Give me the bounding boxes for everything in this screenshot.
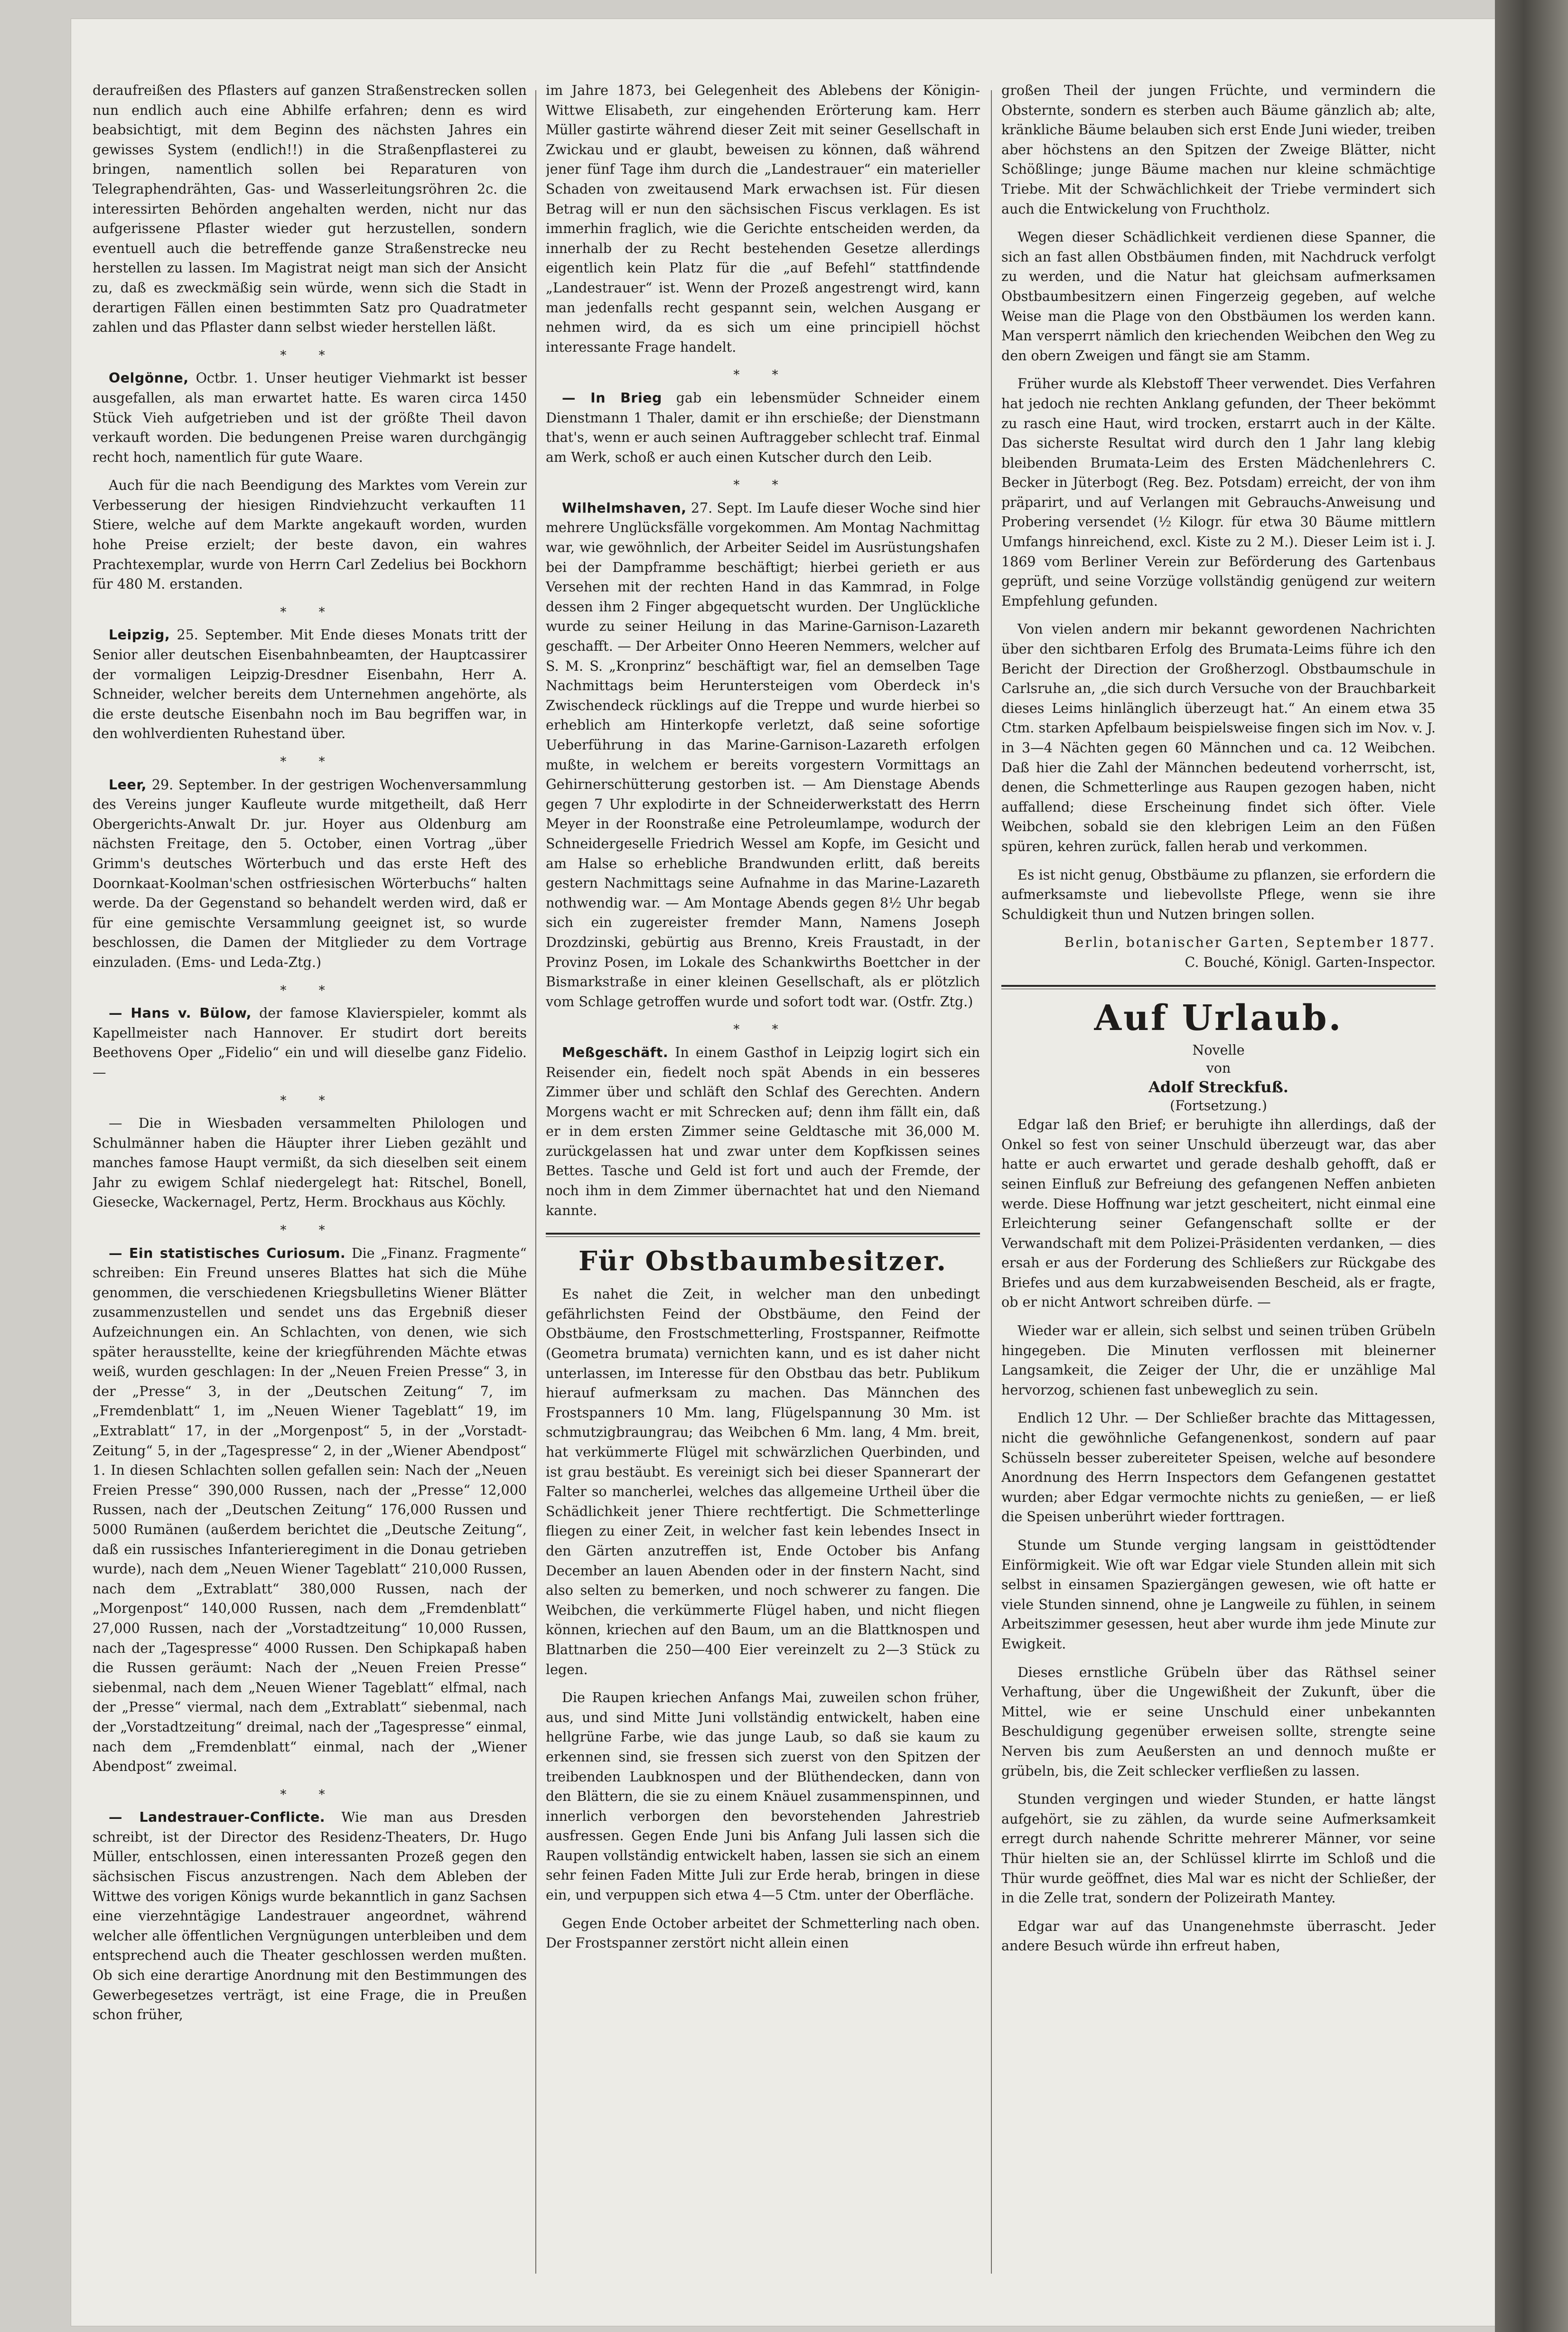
- novelle-paragraph: Stunden vergingen und wieder Stunden, er hatte längst aufgehört, sie zu zählen, da wurde seine Aufmerksamkeit erregt durch nahende Schritte mehrerer Männer, vor seine Thür hielten sie an, der Schlüssel klirrte im Schloß und die Thür wurde geöffnet, dies Mal war es nicht der Schließer, der in die Zelle trat, sondern der Polizeirath Mantey.: [1001, 1791, 1436, 1906]
- article-body: In einem Gasthof in Leipzig logirt sich ein Reisender ein, fiedelt noch spät Abends in ein besseres Zimmer über und schläft den Schlaf des Gerechten. Andern Morgens wacht er mit Schrecken auf; denn ihm fällt ein, daß er in dem ersten Zimmer seine Geldtasche mit 36,000 M. zurückgelassen hat und zwar unter dem Kopfkissen seines Bettes. Tasche und Geld ist fort und auch der Fremde, der noch ihm in dem Zimmer übernachtet hat und den Niemand kannte.: [546, 1044, 980, 1218]
- article-leer: [93, 775, 527, 973]
- article-body: der famose Klavierspieler, kommt als Kapellmeister nach Hannover. Er studirt dort bereits Beethovens Oper „Fidelio“ ein und will dieselbe ganz Fidelio. —: [93, 1005, 527, 1080]
- article-curiosum: [93, 1244, 527, 1777]
- separator-stars: * *: [280, 983, 339, 998]
- novelle-paragraph: Endlich 12 Uhr. — Der Schließer brachte das Mittagessen, nicht die gewöhnliche Gefangenenkost, sondern auf paar Schüsseln besser zubereiteter Speisen, welche auf besondere Anordnung des Herrn Inspectors dem Gefangenen gestattet wurden; aber Edgar vermochte nichts zu genießen, — er ließ die Speisen unberührt wieder forttragen.: [1001, 1410, 1436, 1525]
- article-wilhelmshaven: [546, 498, 980, 1011]
- novelle-paragraph: Edgar war auf das Unangenehmste überrascht. Jeder andere Besuch würde ihn erfreut haben,: [1001, 1918, 1436, 1954]
- article-body: 29. September. In der gestrigen Wochenversammlung des Vereins junger Kaufleute wurde mitgetheilt, daß Herr Obergerichts-Anwalt Dr. jur. Hoyer aus Oldenburg am nächsten Freitage, den 5. October, einen Vortrag „über Grimm's deutsches Wörterbuch und das erste Heft des Doornkaat-Koolman'schen ostfriesischen Wörterbuchs“ halten werde. Da der Gegenstand so behandelt werden wird, daß er für eine gemischte Versammlung geeignet ist, so wurde beschlossen, die Damen der Mitglieder zu dem Vortrage einzuladen. (Ems- und Leda-Ztg.): [93, 777, 527, 970]
- section-rule: [546, 1233, 980, 1237]
- novelle-paragraph: Dieses ernstliche Grübeln über das Räthsel seiner Verhaftung, über die Ungewißheit der Zukunft, über die Mittel, wie er seine Unschuld einer unbekannten Beschuldigung gegenüber erweisen sollte, strengte seine Nerven bis zum Aeußersten an und dennoch mußte er grübeln, bis, die Zeit schlecker verfließen zu lassen.: [1001, 1664, 1436, 1779]
- signoff-place-date: Berlin, botanischer Garten, September 1877.: [1064, 935, 1436, 951]
- signoff-author: C. Bouché, Königl. Garten-Inspector.: [1185, 954, 1436, 970]
- obst-paragraph: Wegen dieser Schädlichkeit verdienen diese Spanner, die sich an fast allen Obstbäumen finden, mit Nachdruck verfolgt zu werden, und die Natur hat gleichsam aufmerksamen Obstbaumbesitzern einen Fingerzeig gegeben, auf welche Weise man die Plage von den Obstbäumen los werden kann. Man versperrt nämlich den kriechenden Weibchen den Weg zu den obern Zweigen und fängt sie am Stamm.: [1001, 229, 1436, 364]
- column-2: [546, 81, 980, 2288]
- dateline: — Ein statistisches Curiosum.: [109, 1245, 346, 1261]
- obst-paragraph: Von vielen andern mir bekannt gewordenen Nachrichten über den sichtbaren Erfolg des Brumata-Leims führe ich den Bericht der Direction der Großherzogl. Obstbaumschule in Carlsruhe an, „die sich durch Versuche von der Brauchbarkeit dieses Leims hinlänglich überzeugt hat.“ An einem etwa 35 Ctm. starken Apfelbaum beispielsweise fingen sich im Nov. v. J. in 3—4 Nächten gegen 60 Männchen und ca. 12 Weibchen. Daß hier die Zahl der Männchen bedeutend vorherrscht, ist, denen, die Schmetterlinge aus Raupen gezogen haben, nicht auffallend; diese Erscheinung findet sich öfter. Viele Weibchen, sobald sie den klebrigen Leim an den Füßen spüren, kehren zurück, fallen herab und verkommen.: [1001, 621, 1436, 854]
- separator-stars: * *: [280, 605, 339, 619]
- separator-stars: * *: [280, 755, 339, 769]
- column-1: [93, 81, 527, 2288]
- dateline: — Hans v. Bülow,: [109, 1005, 252, 1021]
- novelle-paragraph: Wieder war er allein, sich selbst und seinen trüben Grübeln hingegeben. Die Minuten verflossen mit bleinerner Langsamkeit, die Zeiger der Uhr, die er unzählige Mal hervorzog, schienen fast unbeweglich zu sein.: [1001, 1323, 1436, 1398]
- obst-continuation: großen Theil der jungen Früchte, und vermindern die Obsternte, sondern es sterben auch Bäume gänzlich ab; alte, kränkliche Bäume belauben sich erst Ende Juni wieder, treiben aber höchstens an den Spitzen der Zweige Blätter, nicht Schößlinge; junge Bäume machen nur kleine schmächtige Triebe. Mit der Schwächlichkeit der Triebe vermindert sich auch die Entwickelung von Fruchtholz.: [1001, 83, 1436, 217]
- obst-paragraph: Die Raupen kriechen Anfangs Mai, zuweilen schon früher, aus, und sind Mitte Juni vollständig entwickelt, haben eine hellgrüne Farbe, wie das junge Laub, so daß sie kaum zu erkennen sind, sie fressen sich zuerst von den Spitzen der treibenden Laubknospen und der Blüthendecken, dann von den Blättern, die sie zu einem Knäuel zusammenspinnen, und innerlich verborgen den bevorstehenden Jahrestrieb ausfressen. Gegen Ende Juni bis Anfang Juli lassen sich die Raupen vollständig entwickelt haben, lassen sie sich an einem sehr feinen Faden Mitte Juli zur Erde herab, bringen in diese ein, und verpuppen sich etwa 4—5 Ctm. unter der Oberfläche.: [546, 1690, 980, 1903]
- dateline: — Landestrauer-Conflicte.: [109, 1809, 326, 1826]
- obst-paragraph: Es ist nicht genug, Obstbäume zu pflanzen, sie erfordern die aufmerksamste und liebevollste Pflege, wenn sie ihre Schuldigkeit thun und Nutzen bringen sollen.: [1001, 867, 1436, 922]
- obst-paragraph: Es nahet die Zeit, in welcher man den unbedingt gefährlichsten Feind der Obstbäume, den Feind der Obstbäume, den Frostschmetterling, Frostspanner, Reifmotte (Geometra brumata) vernichten kann, und es ist daher nicht unterlassen, im Interesse für den Obstbau das betr. Publikum hierauf aufmerksam zu machen. Das Männchen des Frostspanners 10 Mm. lang, Flügelspannung 30 Mm. ist schmutzigbraungrau; das Weibchen 6 Mm. lang, 4 Mm. breit, hat verkümmerte Flügel mit schwärzlichen Querbinden, und ist grau bestäubt. Es vereinigt sich bei dieser Spannerart der Falter so mancherlei, welches das allgemeine Urtheil über die Schädlichkeit jener Thiere rechtfertigt. Die Schmetterlinge fliegen zu einer Zeit, in welcher fast kein lebendes Insect in den Gärten anzutreffen ist, Ende October bis Anfang December an lauen Abenden oder in der finstern Nacht, sind also selten zu bemerken, und noch schwerer zu fangen. Die Weibchen, die verkümmerte Flügel haben, und nicht fliegen können, kriechen auf den Baum, um an die Blattknospen und Blattnarben die 250—400 Eier vereinzelt zu 2—3 Stück zu legen.: [546, 1286, 980, 1677]
- article-continuation: deraufreißen des Pflasters auf ganzen Straßenstrecken sollen nun endlich auch eine Abhilfe erfahren; denn es wird beabsichtigt, mit dem Beginn des nächsten Jahres ein gewisses System (endlich!!) in die Straßenpflasterei zu bringen, namentlich sollen bei Reparaturen von Telegraphendrähten, Gas- und Wasserleitungsröhren 2c. die interessirten Behörden angehalten werden, nicht nur das aufgerissene Pflaster wieder gut herzustellen, sondern eventuell auch die betreffende ganze Straßenstrecke neu herstellen zu lassen. Im Magistrat neigt man sich der Ansicht zu, daß es zweckmäßig sein würde, wenn sich die Stadt in derartigen Fällen einen bestimmten Satz pro Quadratmeter zahlen und das Pflaster dann selbst wieder herstellen läßt.: [93, 83, 527, 336]
- page-edge-shadow: [1495, 0, 1568, 2332]
- novelle-paragraph: Stunde um Stunde verging langsam in geisttödtender Einförmigkeit. Wie oft war Edgar viele Stunden allein mit sich selbst in einsamen Spaziergängen gewesen, wie oft hatte er viele Stunden sinnend, ohne je Langweile zu fühlen, in seinem Arbeitszimmer gesessen, heut aber wurde ihm jede Minute zur Ewigkeit.: [1001, 1537, 1436, 1652]
- separator-stars: * *: [280, 1093, 339, 1108]
- separator-stars: * *: [280, 1787, 339, 1802]
- dateline: Meßgeschäft.: [562, 1044, 669, 1060]
- section-title: Für Obstbaumbesitzer.: [579, 1246, 947, 1277]
- article-philologen: — Die in Wiesbaden versammelten Philologen und Schulmänner haben die Häupter ihrer Lieben gezählt und manches famose Haupt vermißt, da sich dieselben seit einem Jahr zu ewigem Schlaf niedergelegt hat: Ritschel, Bonell, Giesecke, Wackernagel, Pertz, Herm. Brockhaus aus Köchly.: [93, 1115, 527, 1210]
- novelle-paragraph: Edgar laß den Brief; er beruhigte ihn allerdings, daß der Onkel so fest von seiner Unschuld überzeugt war, das aber hatte er auch erwartet und gerade deshalb gehofft, daß er seinen Einfluß zur Befreiung des gefangenen Neffen anbieten werde. Diese Hoffnung war jetzt gescheitert, nicht einmal eine Erleichterung seiner Gefangenschaft sollte er der Verwandschaft mit dem Polizei-Präsidenten verdanken, — dies ersah er aus der Forderung des Schließers zur Rückgabe des Briefes und aus dem kurzabweisenden Bescheid, als er fragte, ob er nicht Antwort schreiben dürfe. —: [1001, 1117, 1436, 1311]
- dateline: Wilhelmshaven,: [562, 500, 687, 516]
- article-messgeschaeft: [546, 1043, 980, 1220]
- article-landestrauer: [93, 1808, 527, 2025]
- separator-stars: * *: [733, 368, 793, 383]
- article-brieg: [546, 388, 980, 467]
- article-buelow: [93, 1003, 527, 1082]
- dateline: Leipzig,: [109, 627, 170, 643]
- dateline: — In Brieg: [562, 390, 662, 406]
- separator-stars: * *: [280, 348, 339, 363]
- article-oelgoenne-2: Auch für die nach Beendigung des Marktes vom Verein zur Verbesserung der hiesigen Rindviehzucht verkauften 11 Stiere, welche auf dem Markte angekauft worden, wurden hohe Preise erzielt; der beste davon, ein wahres Prachtexemplar, wurde von Herrn Carl Zedelius bei Bockhorn für 480 M. erstanden.: [93, 478, 527, 592]
- obst-paragraph: Gegen Ende October arbeitet der Schmetterling nach oben. Der Frostspanner zerstört nicht allein einen: [546, 1915, 980, 1951]
- novelle-genre: Novelle: [1192, 1042, 1245, 1058]
- article-body: 27. Sept. Im Laufe dieser Woche sind hier mehrere Unglücksfälle vorgekommen. Am Montag Nachmittag war, wie gewöhnlich, der Arbeiter Seidel im Ausrüstungshafen bei der Dampframme beschäftigt; hierbei gerieth er aus Versehen mit der rechten Hand in das Kammrad, in Folge dessen ihm 2 Finger abgequetscht wurden. Der Unglückliche wurde zu seiner Heilung in das Marine-Garnison-Lazareth geschafft. — Der Arbeiter Onno Heeren Nemmers, welcher auf S. M. S. „Kronprinz“ beschäftigt war, fiel an demselben Tage Nachmittags beim Heruntersteigen vom Oberdeck in's Zwischendeck rücklings auf die Treppe und wurde hierbei so erheblich am Hinterkopfe verletzt, daß seine sofortige Ueberführung in das Marine-Garnison-Lazareth erfolgen mußte, in welchem er bereits vorgestern Vormittags an Gehirnerschütterung gestorben ist. — Am Dienstage Abends gegen 7 Uhr explodirte in der Schneiderwerkstatt des Herrn Meyer in der Roonstraße eine Petroleumlampe, wodurch der Schneidergeselle Friedrich Wessel am Kopfe, im Gesicht und am Halse so erhebliche Brandwunden erlitt, daß bereits gestern Nachmittags seine Aufnahme in das Marine-Lazareth nothwendig war. — Am Montage Abends gegen 8½ Uhr begab sich ein zugereister fremder Mann, Namens Joseph Drozdzinski, gebürtig aus Brenno, Kreis Fraustadt, in der Provinz Posen, im Lokale des Schankwirths Boettcher in der Bismarkstraße in einer kleinen Gesellschaft, als er plötzlich vom Schlage getroffen wurde und sofort todt war. (Ostfr. Ztg.): [546, 500, 980, 1010]
- article-body: Die „Finanz. Fragmente“ schreiben: Ein Freund unseres Blattes hat sich die Mühe genommen, die verschiedenen Kriegsbulletins Wiener Blätter zusammenzustellen und sendet uns das Ergebniß dieser Aufzeichnungen ein. An Schlachten, von denen, wie sich später herausstellte, keine der kriegführenden Mächte etwas weiß, wurden geschlagen: In der „Neuen Freien Presse“ 3, in der „Presse“ 3, in der „Deutschen Zeitung“ 7, im „Fremdenblatt“ 1, im „Neuen Wiener Tageblatt“ 19, im „Extrablatt“ 17, in der „Morgenpost“ 5, in der „Vorstadt-Zeitung“ 5, in der „Tagespresse“ 2, in der „Wiener Abendpost“ 1. In diesen Schlachten sollen gefallen sein: Nach der „Neuen Freien Presse“ 390,000 Russen, nach der „Presse“ 12,000 Russen, nach der „Deutschen Zeitung“ 176,000 Russen und 5000 Rumänen (außerdem berichtet die „Deutsche Zeitung“, daß ein russisches Infanterieregiment in die Donau getrieben wurde), nach dem „Neuen Wiener Tageblatt“ 210,000 Russen, nach dem „Extrablatt“ 380,000 Russen, nach der „Morgenpost“ 140,000 Russen, nach dem „Fremdenblatt“ 27,000 Russen, nach der „Vorstadtzeitung“ 10,000 Russen, nach der „Tagespresse“ 4000 Russen. Den Schipkapaß haben die Russen geräumt: Nach der „Neuen Freien Presse“ siebenmal, nach dem „Neuen Wiener Tageblatt“ elfmal, nach der „Presse“ viermal, nach dem „Extrablatt“ siebenmal, nach der „Vorstadtzeitung“ dreimal, nach der „Tagespresse“ einmal, nach dem „Fremdenblatt“ einmal, nach der „Wiener Abendpost“ zweimal.: [93, 1245, 527, 1775]
- novelle-continuation-note: (Fortsetzung.): [1170, 1098, 1267, 1114]
- column-rule: [535, 90, 536, 2274]
- novelle-title: Auf Urlaub.: [1094, 997, 1343, 1039]
- separator-stars: * *: [733, 478, 793, 493]
- column-rule: [991, 90, 992, 2274]
- separator-stars: * *: [733, 1022, 793, 1037]
- article-body: Octbr. 1. Unser heutiger Viehmarkt ist besser ausgefallen, als man erwartet hatte. Es waren circa 1450 Stück Vieh aufgetrieben und ist der größte Theil davon verkauft worden. Die bedungenen Preise waren durchgängig recht hoch, namentlich für gute Waare.: [93, 370, 527, 465]
- article-continuation: im Jahre 1873, bei Gelegenheit des Ablebens der Königin-Wittwe Elisabeth, zur eingehenden Erörterung kam. Herr Müller gastirte während dieser Zeit mit seiner Gesellschaft in Zwickau und er glaubt, beweisen zu können, daß während jener fünf Tage ihm durch die „Landestrauer“ ein materieller Schaden von zweitausend Mark erwachsen ist. Für diesen Betrag will er nun den sächsischen Fiscus verklagen. Es ist immerhin fraglich, wie die Gerichte entscheiden werden, da innerhalb der zu Recht bestehenden Gesetze allerdings eigentlich kein Platz für die „auf Befehl“ stattfindende „Landestrauer“ ist. Wenn der Prozeß angestrengt wird, kann man jedenfalls recht gespannt sein, welchen Ausgang er nehmen wird, da es sich um eine principiell höchst interessante Frage handelt.: [546, 83, 980, 355]
- article-leipzig: [93, 625, 527, 744]
- article-oelgoenne: [93, 368, 527, 467]
- article-body: Wie man aus Dresden schreibt, ist der Director des Residenz-Theaters, Dr. Hugo Müller, entschlossen, einen interessanten Prozeß gegen den sächsischen Fiscus anzustrengen. Nach dem Ableben der Wittwe des vorigen Königs wurde bekanntlich in ganz Sachsen eine vierzehntägige Landestrauer angeordnet, während welcher alle öffentlichen Vergnügungen unterbleiben und dem entsprechend auch die Theater geschlossen werden mußten. Ob sich eine derartige Anordnung mit den Bestimmungen des Gewerbegesetzes verträgt, ist eine Frage, die in Preußen schon früher,: [93, 1809, 527, 2023]
- article-body: gab ein lebensmüder Schneider einem Dienstmann 1 Thaler, damit er ihn erschieße; der Dienstmann that's, wenn er auch seinen Auftraggeber schlecht traf. Einmal am Werk, schoß er auch einen Kutscher durch den Leib.: [546, 390, 980, 465]
- dateline: Oelgönne,: [109, 370, 189, 386]
- dateline: Leer,: [109, 777, 147, 793]
- section-rule: [1001, 985, 1436, 989]
- separator-stars: * *: [280, 1223, 339, 1238]
- novelle-von: von: [1206, 1060, 1231, 1076]
- obst-paragraph: Früher wurde als Klebstoff Theer verwendet. Dies Verfahren hat jedoch nie rechten Anklang gefunden, der Theer bekömmt zu rasch eine Haut, wird trocken, erstarrt auch in der Kälte. Das sicherste Resultat wird durch den 1 Jahr lang klebig bleibenden Brumata-Leim des Ersten Mädchenlehrers C. Becker in Jüterbogt (Reg. Bez. Potsdam) erreicht, der von ihm präparirt, und auf Verlangen mit Gebrauchs-Anweisung und Probering versendet (½ Kilogr. für etwa 30 Bäume mittlern Umfangs hinreichend, excl. Kiste zu 2 M.). Dieser Leim ist i. J. 1869 vom Berliner Verein zur Beförderung des Gartenbaus geprüft, und seine Vorzüge vollständig genügend zur weitern Empfehlung gefunden.: [1001, 376, 1436, 609]
- novelle-author: Adolf Streckfuß.: [1148, 1077, 1288, 1096]
- article-body: 25. September. Mit Ende dieses Monats tritt der Senior aller deutschen Eisenbahnbeamten, der Hauptcassirer der vormaligen Leipzig-Dresdner Eisenbahn, Herr A. Schneider, welcher bereits dem Unternehmen angehörte, als die erste deutsche Eisenbahn noch im Bau begriffen war, in den wohlverdienten Ruhestand über.: [93, 627, 527, 742]
- column-3: [1001, 81, 1436, 2288]
